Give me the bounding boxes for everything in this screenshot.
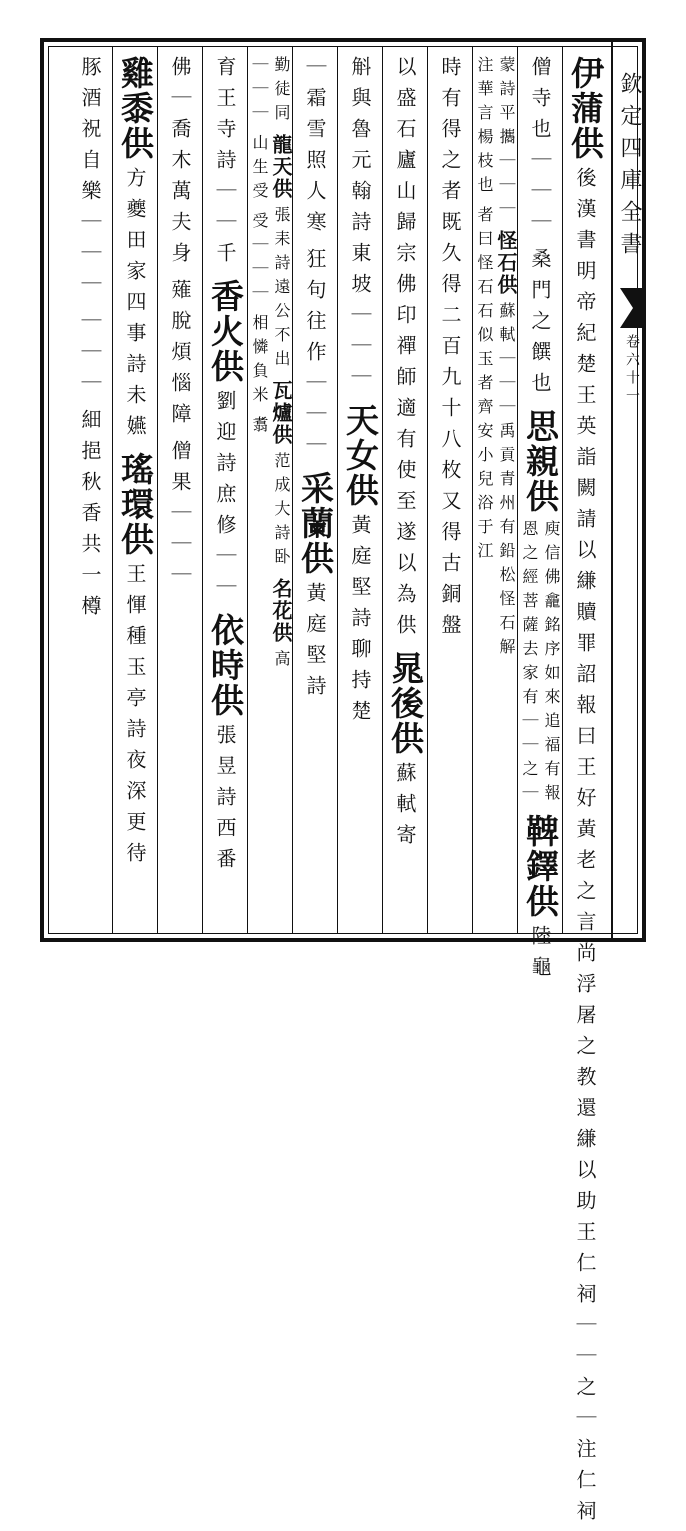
body-text: 以盛石廬山歸宗佛印禪師適有使至遂以為供 bbox=[393, 56, 417, 645]
column-rule bbox=[472, 46, 473, 934]
body-text: 豚酒祝自樂｜｜｜ bbox=[78, 56, 102, 304]
body-text: 桑門之饌也 bbox=[528, 248, 552, 403]
entry-heading: 香火供 bbox=[206, 279, 245, 384]
entry-heading: 采蘭供 bbox=[296, 471, 335, 576]
body-text: 張昱詩西番 bbox=[213, 724, 237, 879]
entry-heading: 晁後供 bbox=[386, 651, 425, 756]
body-text: 方夔田家四事詩未嬿 bbox=[123, 167, 147, 446]
body-text: 陸龜 bbox=[528, 925, 552, 987]
note-right-line: 庾信佛龕銘序如來追福有報 bbox=[542, 520, 561, 808]
entry-heading: 思親供 bbox=[521, 409, 560, 514]
column-rule bbox=[562, 46, 563, 934]
body-text: 者曰怪石石似玉者齊安小兒浴于江 bbox=[475, 206, 494, 566]
text-column bbox=[518, 56, 562, 987]
text-column bbox=[383, 56, 427, 916]
body-text: 育王寺詩｜｜千 bbox=[213, 56, 237, 273]
note-left-line: 恩之經菩薩去家有｜｜之｜ bbox=[520, 520, 539, 808]
entry-heading: 伊蒲供 bbox=[566, 56, 605, 161]
entry-heading: 名花供 bbox=[269, 578, 293, 644]
body-text: 後漢書明帝紀楚王英詣闕請以縑贖罪詔報曰王好黃老之言尚浮屠之教還縑以助王仁祠｜｜之｜注仁祠 bbox=[573, 167, 597, 1531]
body-text: 高 bbox=[272, 650, 291, 674]
body-text: 僧寺也｜｜｜ bbox=[528, 56, 552, 242]
body-text: 翥 bbox=[250, 416, 269, 440]
body-text: ｜｜｜ bbox=[78, 310, 102, 403]
text-column bbox=[563, 56, 607, 1531]
body-text: 相憐負米 bbox=[250, 314, 269, 410]
body-text: 受｜｜｜ bbox=[250, 212, 269, 308]
text-subcolumn bbox=[473, 56, 495, 916]
column-rule bbox=[427, 46, 428, 934]
body-text: 勤徒同 bbox=[272, 56, 291, 128]
entry-heading: 瓦爐供 bbox=[269, 380, 293, 446]
body-text: 斛與魯元翰詩東坡｜｜｜ bbox=[348, 56, 372, 397]
fish-tail-mark-icon bbox=[620, 288, 646, 328]
entry-heading: 鞞鐸供 bbox=[521, 814, 560, 919]
body-text: 佛｜喬木萬夫身 bbox=[168, 56, 192, 273]
text-column bbox=[293, 56, 337, 916]
text-column bbox=[113, 56, 157, 916]
margin-book-title: 欽定四庫全書 bbox=[617, 72, 642, 264]
column-rule bbox=[382, 46, 383, 934]
text-column bbox=[68, 56, 112, 916]
margin-volume: 卷六十一 bbox=[624, 334, 640, 406]
body-text: 細挹秋香共一樽 bbox=[78, 409, 102, 626]
entry-heading: 瑤環供 bbox=[116, 452, 155, 557]
text-subcolumn bbox=[270, 56, 292, 916]
text-column bbox=[158, 56, 202, 916]
body-text: 薙脫煩惱障 bbox=[168, 279, 192, 434]
text-column bbox=[428, 56, 472, 916]
entry-heading: 依時供 bbox=[206, 613, 245, 718]
text-column bbox=[338, 56, 382, 916]
body-text: ｜霜雪照人寒 bbox=[303, 56, 327, 242]
body-text: 張耒詩遠公不出 bbox=[272, 206, 291, 374]
column-rule bbox=[157, 46, 158, 934]
entry-heading: 雞黍供 bbox=[116, 56, 155, 161]
column-rule bbox=[517, 46, 518, 934]
column-rule bbox=[337, 46, 338, 934]
body-text: ｜｜｜ bbox=[250, 56, 269, 128]
entry-heading: 怪石供 bbox=[494, 230, 518, 296]
body-text: 蘇軾寄 bbox=[393, 762, 417, 855]
body-text: 黃庭堅詩聊持楚 bbox=[348, 514, 372, 731]
text-subcolumn bbox=[248, 56, 270, 916]
column-rule bbox=[247, 46, 248, 934]
column-rule bbox=[112, 46, 113, 934]
body-text: 注華言楊枝也 bbox=[475, 56, 494, 200]
text-subcolumn bbox=[495, 56, 517, 916]
entry-heading: 天女供 bbox=[341, 403, 380, 508]
body-text: 山生受 bbox=[250, 134, 269, 206]
body-text: 黃庭堅詩 bbox=[303, 582, 327, 706]
text-column bbox=[203, 56, 247, 916]
entry-heading: 龍天供 bbox=[269, 134, 293, 200]
body-text: 時有得之者既久得二百九十八枚又得古銅盤 bbox=[438, 56, 462, 645]
body-text: 劉迎詩庶修｜｜ bbox=[213, 390, 237, 607]
body-text: 蒙詩平攜｜｜｜ bbox=[497, 56, 516, 224]
body-text: 王惲種玉亭詩夜深更待 bbox=[123, 563, 147, 873]
body-text: 蘇軾｜｜｜禹貢青州有鉛松怪石解 bbox=[497, 302, 516, 662]
body-text: 范成大詩卧 bbox=[272, 452, 291, 572]
column-rule bbox=[202, 46, 203, 934]
interlinear-note bbox=[518, 520, 562, 808]
body-text: 僧果｜｜｜ bbox=[168, 440, 192, 595]
body-text: 狂句往作｜｜｜ bbox=[303, 248, 327, 465]
